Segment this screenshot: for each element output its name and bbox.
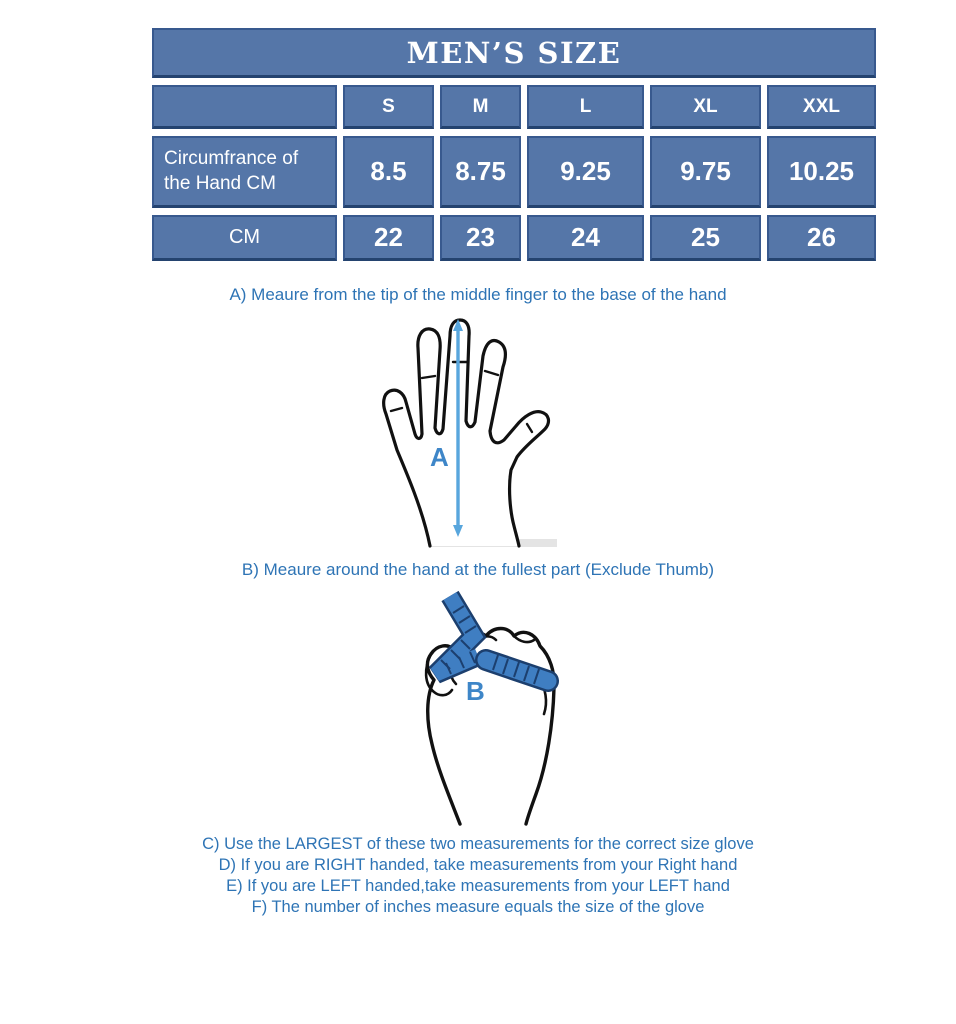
instruction-a: A) Meaure from the tip of the middle finger to the base of the hand (229, 285, 727, 304)
mens-size-table (152, 28, 876, 261)
size-header-m: M (440, 85, 521, 129)
cm-value-xl: 25 (650, 215, 761, 261)
table-title: MEN’S SIZE (152, 28, 876, 78)
fist-circumference-figure (398, 588, 568, 826)
circumference-value-xxl: 10.25 (767, 136, 876, 208)
figure-label-a: A (430, 442, 449, 472)
figure-label-b: B (466, 676, 485, 706)
circumference-value-m: 8.75 (440, 136, 521, 208)
instruction-d: D) If you are RIGHT handed, take measurements from your Right hand (218, 856, 738, 874)
cm-value-xxl: 26 (767, 215, 876, 261)
cm-value-m: 23 (440, 215, 521, 261)
hand-outline (384, 320, 549, 546)
instruction-c: C) Use the LARGEST of these two measurements for the correct size glove (202, 835, 754, 853)
size-header-xl: XL (650, 85, 761, 129)
cm-value-l: 24 (527, 215, 644, 261)
size-header-xxl: XXL (767, 85, 876, 129)
size-header-s: S (343, 85, 434, 129)
circumference-value-xl: 9.75 (650, 136, 761, 208)
cm-value-s: 22 (343, 215, 434, 261)
circumference-value-s: 8.5 (343, 136, 434, 208)
corner-cell (152, 85, 337, 129)
row-label-cm: CM (152, 215, 337, 261)
hand-length-figure (378, 316, 556, 548)
instruction-e: E) If you are LEFT handed,take measurements from your LEFT hand (226, 877, 730, 895)
instruction-block-cf (0, 834, 956, 918)
row-label-circumference: Circumfrance of the Hand CM (152, 136, 337, 208)
instruction-b: B) Meaure around the hand at the fullest part (Exclude Thumb) (241, 560, 715, 579)
circumference-value-l: 9.25 (527, 136, 644, 208)
size-header-l: L (527, 85, 644, 129)
instruction-f: F) The number of inches measure equals the size of the glove (251, 898, 705, 916)
